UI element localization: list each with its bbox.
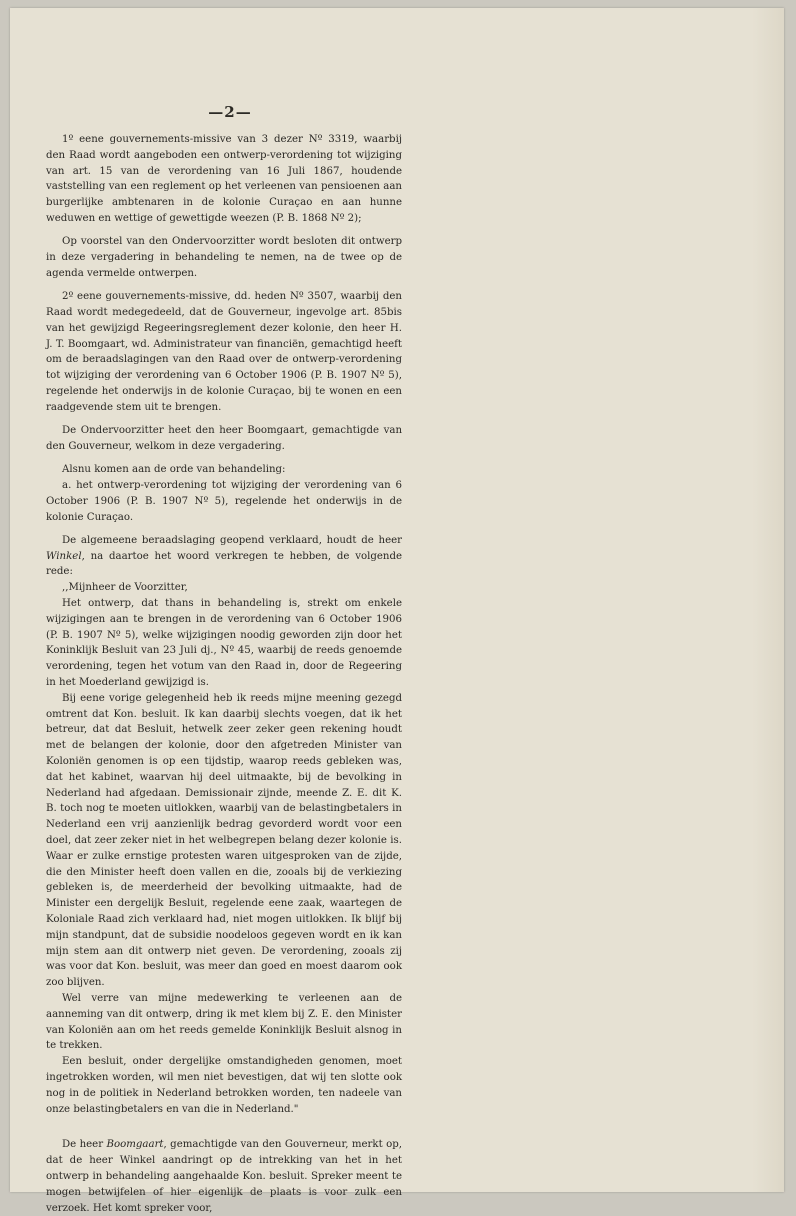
body-text [46, 132, 402, 1216]
paragraph-decision: Op voorstel van den Ondervoorzitter wordt besloten dit ontwerp in deze vergadering in behandeling te nemen, na de twee op de agenda vermelde ontwerpen. [46, 236, 402, 279]
reply-end: , gemachtigde van den Gouverneur, merkt op, dat de heer Winkel aandringt op de intrekking van het in het ontwerp in behandeling aangehaalde Kon. besluit. Spreker meent te mogen betwijfelen of hier eigenlijk de plaats is voor zulk een verzoek. Het komt spreker voor, [46, 1139, 402, 1214]
paragraph-agenda-item-a: a. het ontwerp-verordening tot wijziging der verordening van 6 October 1906 (P. B. 1907 Nº 5), regelende het onderwijs in de kolonie Curaçao. [46, 479, 402, 523]
reply-start: De heer [62, 1139, 107, 1151]
paragraph-agenda: Alsnu komen aan de orde van behandeling: [62, 464, 286, 476]
page-number: —2— [208, 103, 252, 121]
paragraph-item-1: 1º eene gouvernements-missive van 3 dezer Nº 3319, waarbij den Raad wordt aangeboden een ontwerp-verordening tot wijziging van art. 15 van de verordening van 16 Juli 1867, houdende vaststelling van een reglement op het verleenen van pensioenen aan burgerlijke ambtenaren in de kolonie Curaçao en aan hunne weduwen en wettige of gewettigde weezen (P. B. 1868 Nº 2); [46, 134, 402, 224]
paragraph-welcome: De Ondervoorzitter heet den heer Boomgaart, gemachtigde van den Gouverneur, welkom in deze vergadering. [46, 425, 402, 452]
speech-paragraph-4: Een besluit, onder dergelijke omstandigheden genomen, moet ingetrokken worden, wil men niet bevestigen, dat wij ten slotte ook nog in de politiek in Nederland betrokken worden, ten nadeele van onze belastingbetalers en van die in Nederland." [46, 1056, 402, 1115]
paragraph-boomgaart-reply [46, 1137, 402, 1216]
speech-paragraph-2: Bij eene vorige gelegenheid heb ik reeds mijne meening gezegd omtrent dat Kon. besluit. Ik kan daarbij slechts voegen, dat ik het betreur, dat dat Besluit, hetwelk zeer zeker geen rekening houdt met de belangen der kolonie, door den afgetreden Minister van Koloniën genomen is op een tijdstip, waarop reeds gebleken was, dat het kabinet, waarvan hij deel uitmaakte, bij de bevolking in Nederland had afgedaan. Demissionair zijnde, meende Z. E. dit K. B. toch nog te moeten uitlokken, waarbij van de belastingbetalers in Nederland een vrij aanzienlijk bedrag gevorderd wordt voor een doel, dat zeer zeker niet in het welbegrepen belang dezer kolonie is. Waar er zulke ernstige protesten waren uitgesproken van de zijde, die den Minister heeft doen vallen en die, zooals bij de verkiezing gebleken is, de meerderheid der bevolking uitmaakte, had de Minister een dergelijk Besluit, regelende eene zaak, waartegen de Koloniale Raad zich verklaard had, niet mogen uitlokken. Ik blijf bij mijn standpunt, dat de subsidie noodeloos gegeven wordt en ik kan mijn stem aan dit ontwerp niet geven. De verordening, zooals zij was voor dat Kon. besluit, was meer dan goed en moest daarom ook zoo blijven. [46, 692, 402, 989]
document-page [10, 8, 784, 1214]
speech-paragraph-3: Wel verre van mijne medewerking te verleenen aan de aanneming van dit ontwerp, dring ik met klem bij Z. E. den Minister van Koloniën aan om het reeds gemelde Koninklijk Besluit alsnog in te trekken. [46, 992, 402, 1052]
speaker-name-winkel: Winkel [46, 550, 82, 562]
page-edge [752, 8, 784, 1192]
speech-salutation: ,,Mijnheer de Voorzitter, [62, 582, 188, 594]
debate-opening-end: , na daartoe het woord verkregen te hebben, de volgende rede: [46, 550, 402, 578]
paragraph-debate-opening [46, 533, 402, 580]
debate-opening-start: De algemeene beraadslaging geopend verklaard, houdt de heer [62, 534, 402, 546]
paragraph-item-2: 2º eene gouvernements-missive, dd. heden Nº 3507, waarbij den Raad wordt medegedeeld, dat de Gouverneur, ingevolge art. 85bis van het gewijzigd Regeeringsreglement dezer kolonie, den heer H. J. T. Boomgaart, wd. Administrateur van financiën, gemachtigd heeft om de beraadslagingen van den Raad over de ontwerp-verordening tot wijziging der verordening van 6 October 1906 (P. B. 1907 Nº 5), regelende het onderwijs in de kolonie Curaçao, bij te wonen en een raadgevende stem uit te brengen. [46, 291, 402, 413]
speech-paragraph-1: Het ontwerp, dat thans in behandeling is, strekt om enkele wijzigingen aan te brengen in de verordening van 6 October 1906 (P. B. 1907 Nº 5), welke wijzigingen noodig geworden zijn door het Koninklijk Besluit van 23 Juli dj., Nº 45, waarbij de reeds genoemde verordening, tegen het votum van den Raad in, door de Regeering in het Moederland gewijzigd is. [46, 598, 402, 688]
speaker-name-boomgaart: Boomgaart [106, 1139, 164, 1151]
